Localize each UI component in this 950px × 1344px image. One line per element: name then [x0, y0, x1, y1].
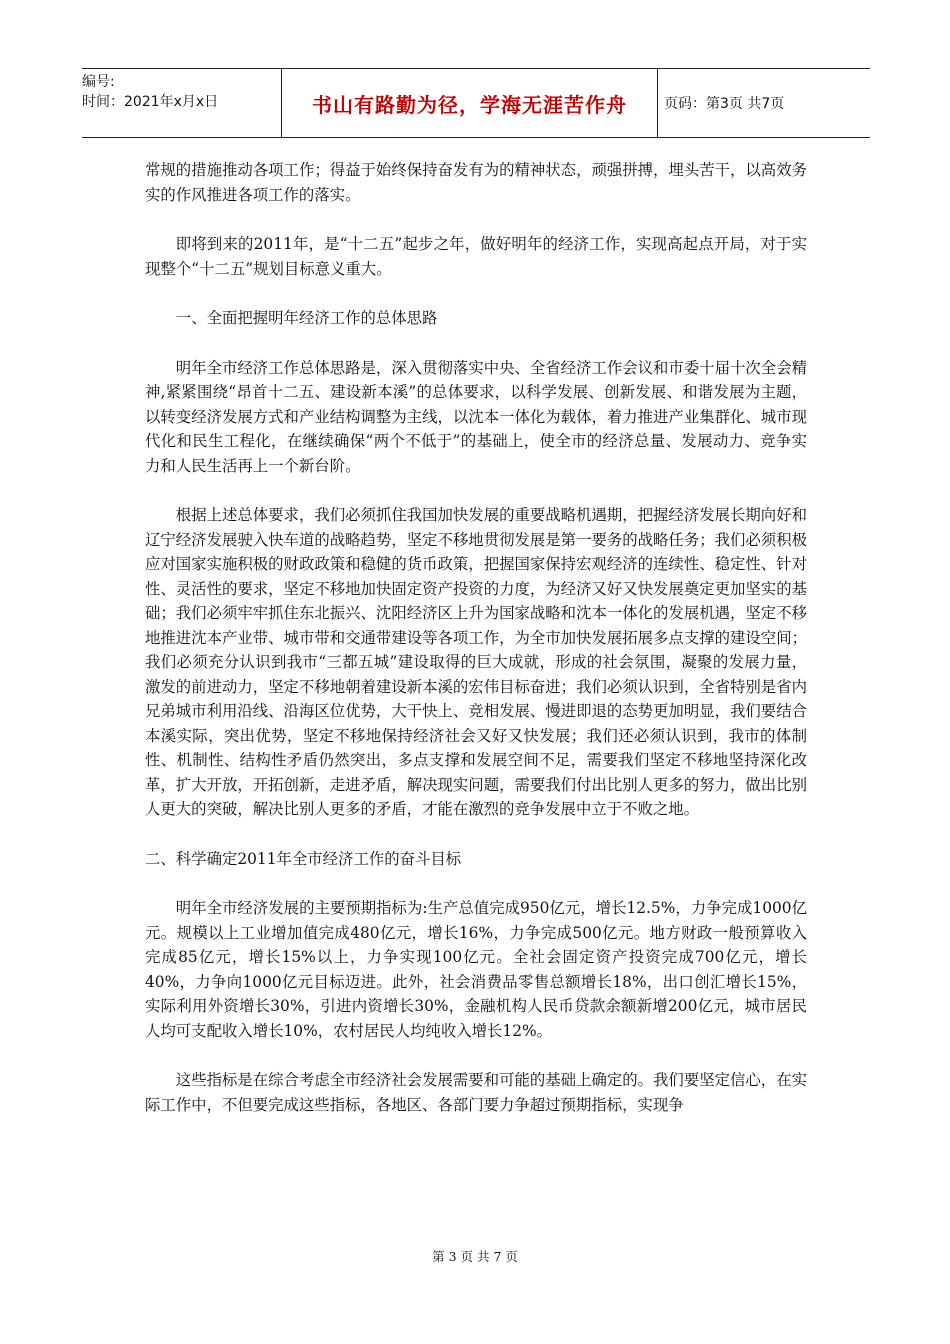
paragraph: 这些指标是在综合考虑全市经济社会发展需要和可能的基础上确定的。我们要坚定信心，在实际工作中，不但要完成这些指标，各地区、各部门要力争超过预期指标，实现争 — [145, 1071, 807, 1114]
document-body — [145, 158, 807, 1142]
document-date-label: 时间：2021年x月x日 — [82, 94, 219, 110]
section-heading: 二、科学确定2011年全市经济工作的奋斗目标 — [145, 849, 462, 868]
paragraph: 常规的措施推动各项工作；得益于始终保持奋发有为的精神状态，顽强拼搏，埋头苦干，以高效务实的作风推进各项工作的落实。 — [145, 161, 807, 204]
paragraph: 即将到来的2011年，是“十二五”起步之年，做好明年的经济工作，实现高起点开局，对于实现整个“十二五”规划目标意义重大。 — [145, 235, 807, 278]
header-motto: 书山有路勤为径，学海无涯苦作舟 — [282, 69, 658, 137]
paragraph: 根据上述总体要求，我们必须抓住我国加快发展的重要战略机遇期，把握经济发展长期向好和辽宁经济发展驶入快车道的战略趋势，坚定不移地贯彻发展是第一要务的战略任务；我们必须积极应对国家实施积极的财政政策和稳健的货币政策，把握国家保持宏观经济的连续性、稳定性、针对性、灵活性的要求，坚定不移地加快固定资产投资的力度，为经济又好又快发展奠定更加坚实的基础；我们必须牢牢抓住东北振兴、沈阳经济区上升为国家战略和沈本一体化的发展机遇，坚定不移地推进沈本产业带、城市带和交通带建设等各项工作，为全市加快发展拓展多点支撑的建设空间；我们必须充分认识到我市“三都五城”建设取得的巨大成就，形成的社会氛围，凝聚的发展力量，激发的前进动力，坚定不移地朝着建设新本溪的宏伟目标奋进；我们必须认识到，全省特别是省内兄弟城市利用沿线、沿海区位优势，大干快上、竞相发展、慢进即退的态势更加明显，我们要结合本溪实际，突出优势，坚定不移地保持经济社会又好又快发展；我们还必须认识到，我市的体制性、机制性、结构性矛盾仍然突出，多点支撑和发展空间不足，需要我们坚定不移地坚持深化改革，扩大开放，开拓创新，走进矛盾，解决现实问题，需要我们付出比别人更多的努力，做出比别人更大的突破，解决比别人更多的矛盾，才能在激烈的竞争发展中立于不败之地。 — [145, 506, 807, 818]
header-page-number: 页码：第3页 共7页 — [664, 96, 785, 112]
paragraph: 明年全市经济发展的主要预期指标为:生产总值完成950亿元，增长12.5%，力争完成1000亿元。规模以上工业增加值完成480亿元，增长16%，力争完成500亿元。地方财政一般预算收入完成85亿元，增长15%以上，力争实现100亿元。全社会固定资产投资完成700亿元，增长40%，力争向1000亿元目标迈进。此外，社会消费品零售总额增长18%，出口创汇增长15%，实际利用外资增长30%，引进内资增长30%，金融机构人民币贷款余额新增200亿元，城市居民人均可支配收入增长10%，农村居民人均纯收入增长12%。 — [145, 899, 807, 1040]
document-number-label: 编号: — [82, 74, 115, 90]
page-header — [82, 68, 870, 138]
section-heading: 一、全面把握明年经济工作的总体思路 — [175, 309, 438, 327]
header-meta — [82, 69, 282, 137]
paragraph: 明年全市经济工作总体思路是，深入贯彻落实中央、全省经济工作会议和市委十届十次全会精神,紧紧围绕“昂首十二五、建设新本溪”的总体要求，以科学发展、创新发展、和谐发展为主题，以转变经济发展方式和产业结构调整为主线，以沈本一体化为载体，着力推进产业集群化、城市现代化和民生工程化，在继续确保“两个不低于”的基础上，使全市的经济总量、发展动力、竞争实力和人民生活再上一个新台阶。 — [145, 358, 807, 475]
page-footer: 第 3 页 共 7 页 — [432, 1249, 518, 1264]
